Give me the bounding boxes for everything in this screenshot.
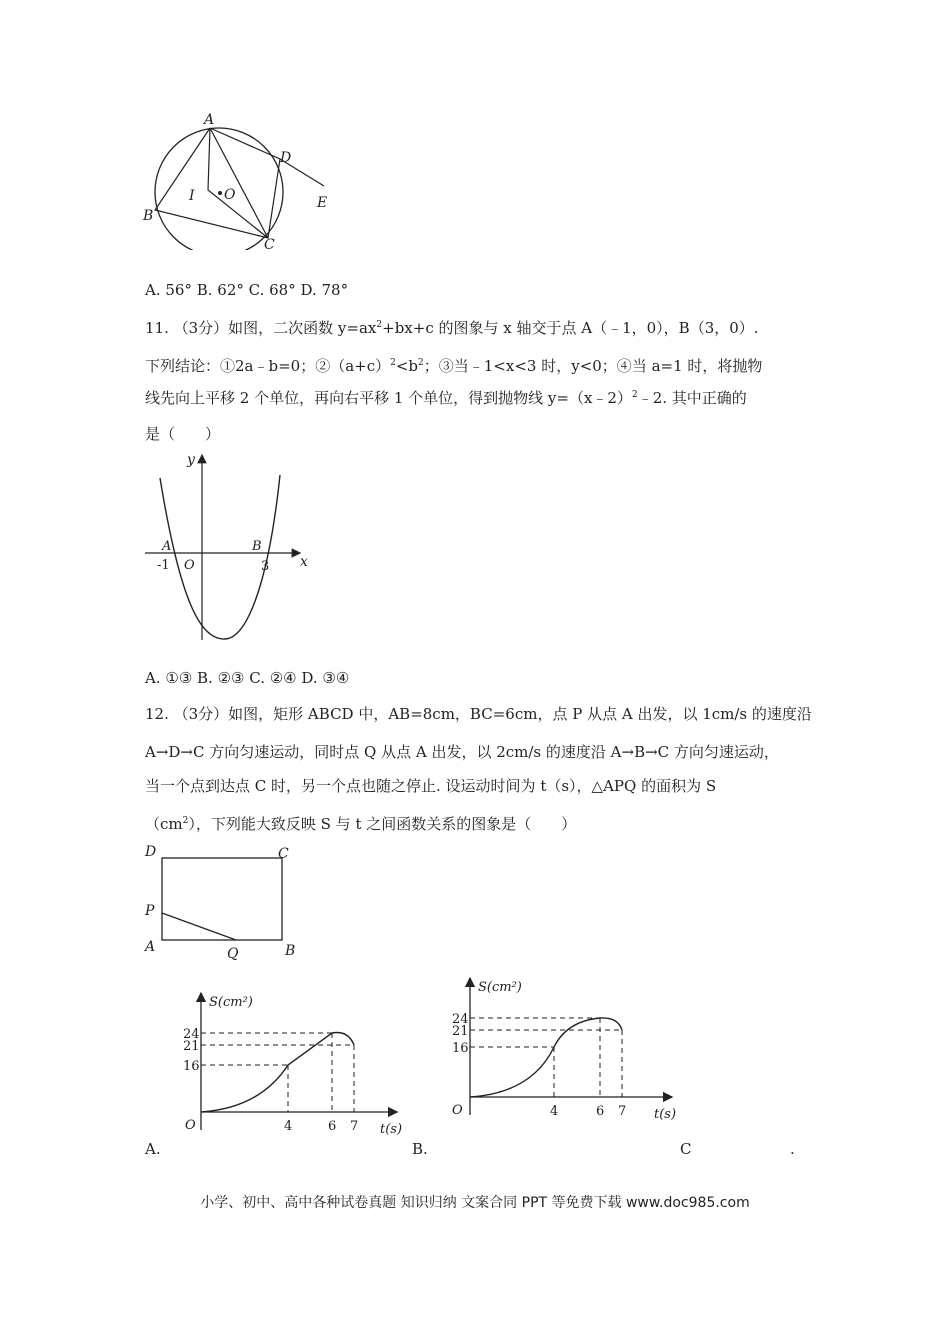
q12-graph-b: [432, 975, 682, 1125]
q10-options: A. 56° B. 62° C. 68° D. 78°: [145, 281, 349, 299]
label-16: 16: [183, 1059, 200, 1074]
label-c: C: [278, 846, 289, 862]
q12-line1: 12. （3分）如图，矩形 ABCD 中，AB=8cm，BC=6cm，点 P 从点 A 出发，以 1cm/s 的速度沿: [145, 705, 812, 723]
option-b-label: B.: [412, 1140, 428, 1158]
q11-line4: 是（ ）: [145, 425, 221, 443]
option-c-label: C: [680, 1140, 692, 1158]
label-a: A: [204, 112, 215, 128]
label-o: O: [184, 558, 195, 573]
label-16: 16: [452, 1041, 469, 1056]
label-d: D: [145, 844, 157, 860]
label-t-axis: t(s): [654, 1107, 677, 1122]
label-b: B: [143, 208, 154, 224]
q11-parabola-figure: [140, 450, 320, 645]
label-p: P: [145, 903, 155, 919]
label-i: I: [189, 188, 195, 204]
label-o: O: [224, 187, 236, 203]
q12-line2: A→D→C 方向匀速运动，同时点 Q 从点 A 出发，以 2cm/s 的速度沿 A→B→C 方向匀速运动，: [145, 743, 779, 761]
center-dot: [218, 191, 222, 195]
q12-rectangle-figure: [140, 838, 310, 963]
q11-options: A. ①③ B. ②③ C. ②④ D. ③④: [145, 669, 350, 687]
label-x6: 6: [596, 1104, 605, 1119]
graph-a-curve: [201, 1033, 354, 1113]
label-t-axis: t(s): [380, 1122, 403, 1137]
label-y: y: [187, 452, 195, 468]
label-o: O: [452, 1103, 463, 1118]
label-e: E: [317, 195, 328, 211]
label-d: D: [280, 150, 292, 166]
option-end-dot: .: [790, 1140, 795, 1158]
q11-line3: 线先向上平移 2 个单位，再向右平移 1 个单位，得到抛物线 y=（x﹣2）$^2$﹣2. 其中正确的: [145, 389, 747, 407]
label-21: 21: [183, 1039, 200, 1054]
label-x6: 6: [328, 1119, 337, 1134]
label-s-axis: S(cm²): [478, 980, 522, 995]
label-x4: 4: [550, 1104, 559, 1119]
label-24: 24: [183, 1027, 200, 1042]
label-21: 21: [452, 1024, 469, 1039]
q11-line1: 11. （3分）如图，二次函数 $y=ax^2+bx+c$ 的图象与 x 轴交于点 A（﹣1，0），B（3，0）.: [145, 319, 759, 337]
label-a: A: [162, 539, 172, 554]
label-c: C: [264, 237, 275, 250]
label-x7: 7: [618, 1104, 627, 1119]
label-x: x: [300, 554, 308, 570]
label-x7: 7: [350, 1119, 359, 1134]
q12-line3: 当一个点到达点 C 时，另一个点也随之停止. 设运动时间为 t（s），△APQ 的面积为 S: [145, 777, 717, 795]
label-24: 24: [452, 1012, 469, 1027]
page-footer: 小学、初中、高中各种试卷真题 知识归纳 文案合同 PPT 等免费下载 www.doc985.com: [200, 1195, 750, 1211]
parabola-curve: [160, 475, 280, 639]
label-three: 3: [261, 559, 270, 574]
rect-abcd: [162, 858, 282, 940]
line-ac: [210, 128, 268, 238]
label-a: A: [145, 939, 156, 955]
label-b: B: [285, 943, 296, 959]
label-x4: 4: [284, 1119, 293, 1134]
option-a-label: A.: [145, 1140, 161, 1158]
segment-pq: [162, 913, 236, 940]
label-q: Q: [227, 946, 239, 962]
q12-line4: $(cm^2)$，下列能大致反映 S 与 t 之间函数关系的图象是（ ）: [145, 815, 577, 833]
q12-graph-a: [165, 990, 405, 1140]
label-neg1: -1: [157, 558, 170, 573]
q10-circle-figure: [140, 110, 340, 250]
label-o: O: [185, 1118, 196, 1133]
label-s-axis: S(cm²): [209, 995, 253, 1010]
q11-line2: 下列结论：①2a﹣b=0；$②(a+c)^2<b^2$；③当﹣1<x<3 时，y<0；④当 a=1 时，将抛物: [145, 357, 763, 375]
label-b: B: [252, 539, 262, 554]
